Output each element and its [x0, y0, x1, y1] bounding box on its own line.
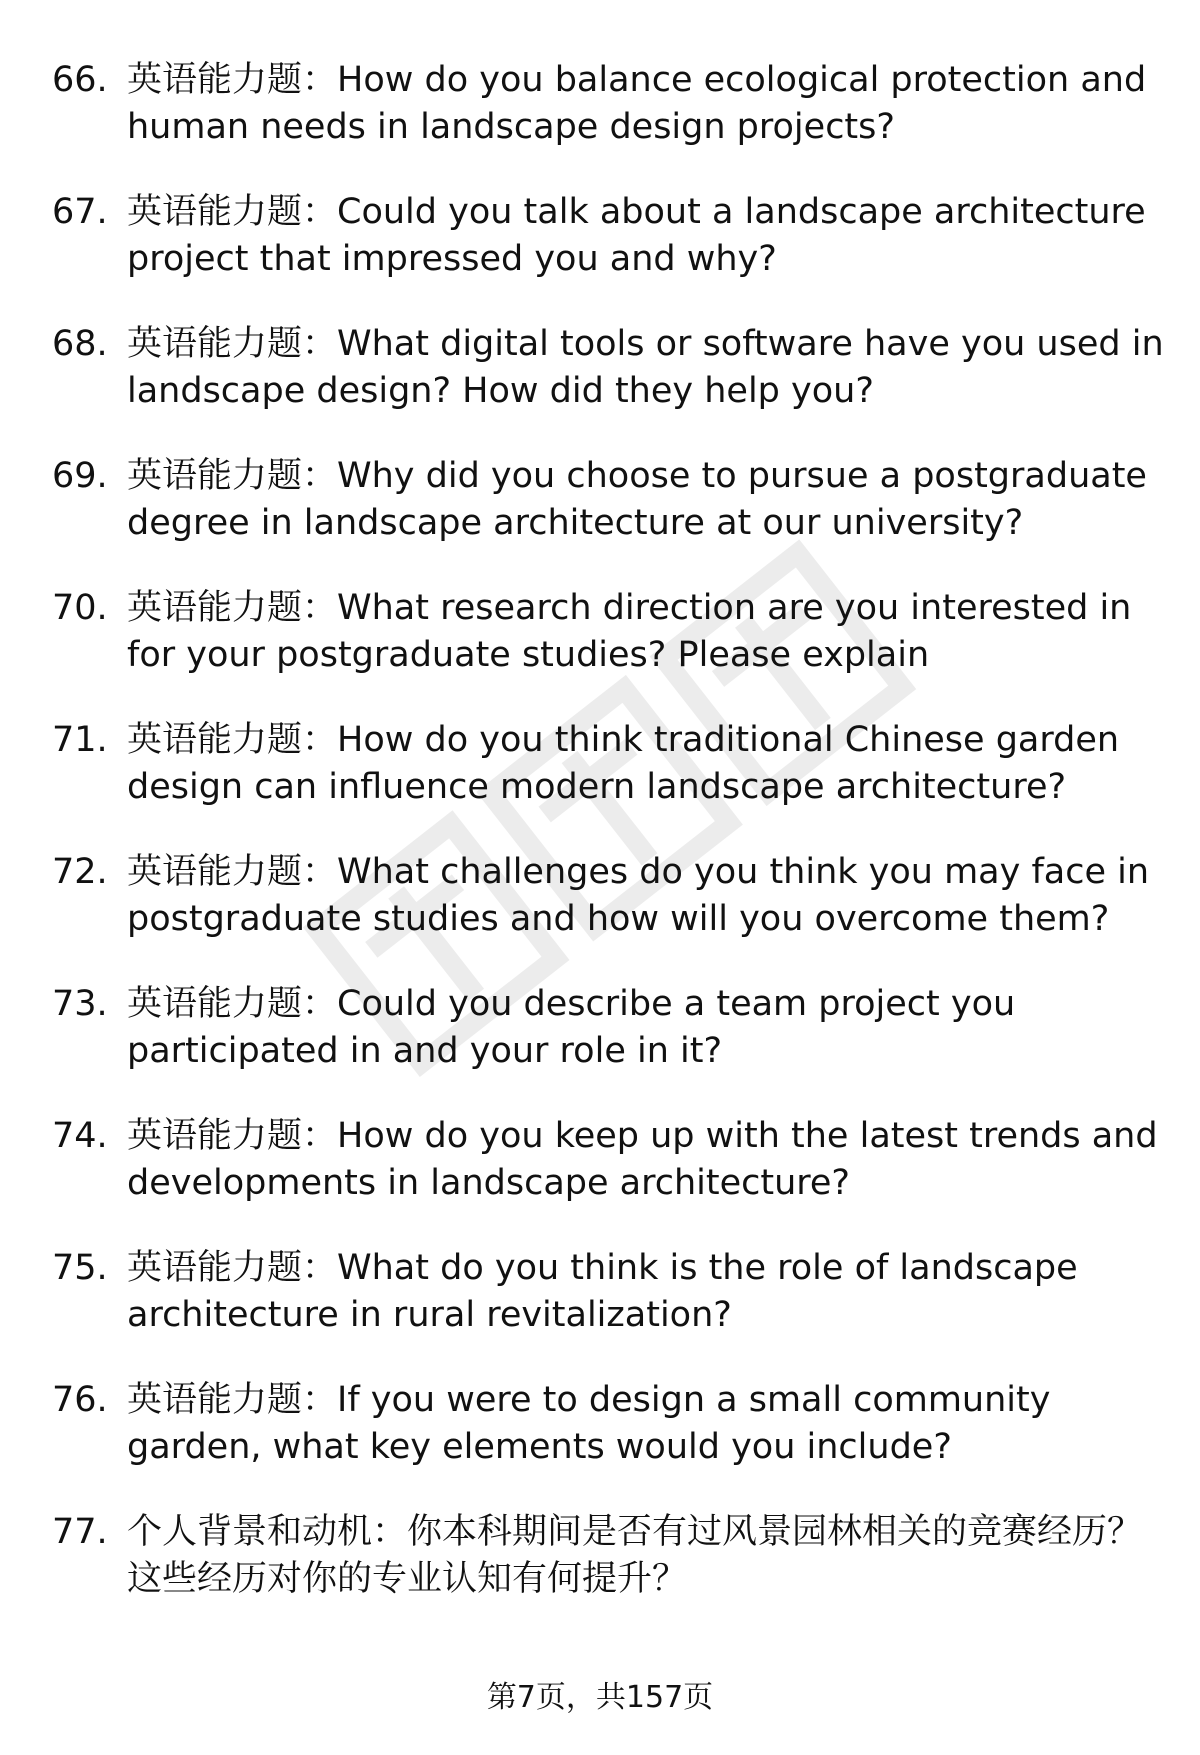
- question-item: [0, 189, 1200, 321]
- question-category: 英语能力题：: [127, 1116, 338, 1156]
- question-item: [0, 1377, 1200, 1509]
- question-item: [0, 321, 1200, 453]
- question-category: 英语能力题：: [127, 192, 338, 232]
- question-item: [0, 1245, 1200, 1377]
- question-text: Could you talk about a landscape architecture project that impressed you and why?: [127, 192, 1146, 279]
- question-item: [0, 57, 1200, 189]
- question-number: 69.: [52, 456, 108, 496]
- question-body: [127, 57, 1177, 151]
- question-text: What challenges do you think you may face in postgraduate studies and how will you overcome them?: [127, 852, 1150, 939]
- question-item: [0, 1113, 1200, 1245]
- question-text: 你本科期间是否有过风景园林相关的竞赛经历？这些经历对你的专业认知有何提升？: [127, 1512, 1143, 1599]
- question-item: [0, 585, 1200, 717]
- question-body: [127, 717, 1177, 811]
- question-category: 英语能力题：: [127, 456, 338, 496]
- question-body: [127, 849, 1177, 943]
- question-body: [127, 1509, 1177, 1603]
- page-number-footer: 第7页，共157页: [486, 1680, 714, 1715]
- question-text: If you were to design a small community garden, what key elements would you include?: [127, 1380, 1051, 1467]
- question-text: What digital tools or software have you used in landscape design? How did they help you?: [127, 324, 1164, 411]
- question-category: 英语能力题：: [127, 1380, 338, 1420]
- question-item: [0, 717, 1200, 849]
- question-text: What research direction are you interested in for your postgraduate studies? Please explain: [127, 588, 1132, 675]
- question-category: 英语能力题：: [127, 720, 338, 760]
- question-number: 66.: [52, 60, 108, 100]
- question-item: [0, 453, 1200, 585]
- question-number: 70.: [52, 588, 108, 628]
- question-number: 74.: [52, 1116, 108, 1156]
- question-body: [127, 189, 1177, 283]
- question-category: 英语能力题：: [127, 984, 338, 1024]
- question-text: How do you think traditional Chinese garden design can influence modern landscape architecture?: [127, 720, 1120, 807]
- question-number: 75.: [52, 1248, 108, 1288]
- question-body: [127, 453, 1177, 547]
- question-body: [127, 321, 1177, 415]
- question-number: 77.: [52, 1512, 108, 1552]
- question-category: 英语能力题：: [127, 324, 338, 364]
- question-body: [127, 585, 1177, 679]
- question-item: [0, 1509, 1200, 1641]
- question-text: What do you think is the role of landscape architecture in rural revitalization?: [127, 1248, 1078, 1335]
- question-body: [127, 1113, 1177, 1207]
- question-category: 英语能力题：: [127, 588, 338, 628]
- question-category: 个人背景和动机：: [127, 1512, 408, 1552]
- question-item: [0, 849, 1200, 981]
- question-number: 71.: [52, 720, 108, 760]
- question-text: How do you balance ecological protection and human needs in landscape design projects?: [127, 60, 1147, 147]
- question-category: 英语能力题：: [127, 1248, 338, 1288]
- question-number: 68.: [52, 324, 108, 364]
- question-item: [0, 981, 1200, 1113]
- question-category: 英语能力题：: [127, 60, 338, 100]
- question-body: [127, 1245, 1177, 1339]
- question-category: 英语能力题：: [127, 852, 338, 892]
- question-number: 73.: [52, 984, 108, 1024]
- question-number: 76.: [52, 1380, 108, 1420]
- question-body: [127, 981, 1177, 1075]
- question-text: Could you describe a team project you participated in and your role in it?: [127, 984, 1016, 1071]
- question-text: How do you keep up with the latest trends and developments in landscape architecture?: [127, 1116, 1158, 1203]
- question-list: [0, 57, 1200, 1641]
- question-text: Why did you choose to pursue a postgraduate degree in landscape architecture at our university?: [127, 456, 1147, 543]
- question-number: 72.: [52, 852, 108, 892]
- question-number: 67.: [52, 192, 108, 232]
- question-body: [127, 1377, 1177, 1471]
